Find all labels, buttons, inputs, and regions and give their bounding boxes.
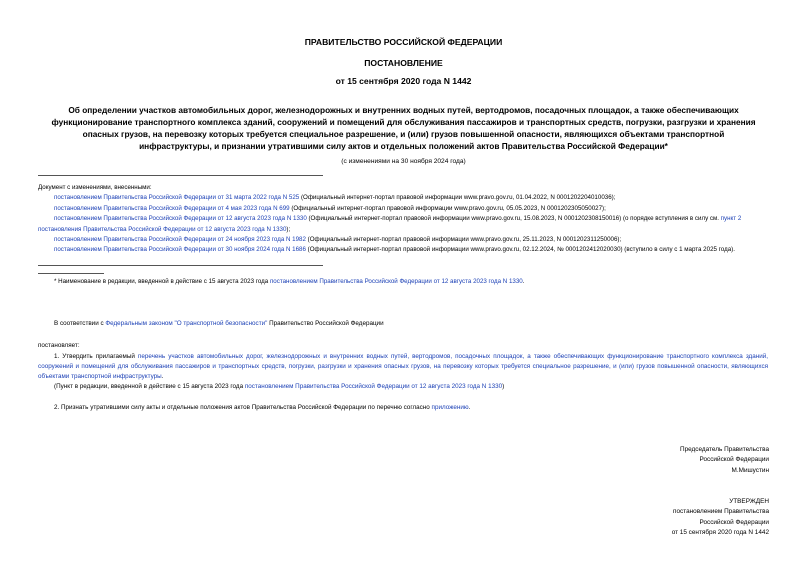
preamble-text: В соответствии с [54, 320, 106, 327]
document-title: Об определении участков автомобильных дорог, железнодорожных и внутренних водных путей, вертодромов, посадочных площадок, а также обеспечивающих функционирование транспортного комплекса зданий, сооружений и помещений для обслуживания пассажиров и транспортных средств, погрузки, разгрузки и хранения опасных грузов, на перевозку которых требуется специальное разрешение, и (или) грузов повышенной опасности, являющихся объектами транспортной инфраструктуры, и признании утратившими силу актов и отдельных положений актов Правительства Российской Федерации* [51, 105, 756, 152]
amendment-link[interactable]: пункт 2 постановления Правительства Российской Федерации от 12 августа 2023 года N 1330 [38, 215, 742, 233]
footnote-rule [38, 273, 104, 274]
approval-heading: УТВЕРЖДЕН [729, 498, 769, 505]
approval-date: от 15 сентября 2020 года N 1442 [671, 528, 769, 536]
signature-position: Председатель Правительства [680, 446, 769, 453]
resolves-word: постановляет: [38, 342, 80, 349]
signature-country: Российской Федерации [699, 456, 769, 464]
point-2-text: 2. Признать утратившими силу акты и отдельные положения актов Правительства Российской Федерации по перечню согласно [54, 404, 432, 411]
signature-block [680, 445, 769, 476]
preamble-end: Правительство Российской Федерации [267, 320, 384, 327]
amendment-item [38, 204, 766, 214]
amendment-text: ); [286, 225, 291, 233]
amendment-text: (Официальный интернет-портал правовой информации www.pravo.gov.ru, 05.05.2023, N 0001202305050027); [289, 204, 606, 212]
point-1-note [38, 383, 766, 390]
title-footnote [38, 278, 766, 285]
amendment-link[interactable]: постановлением Правительства Российской Федерации от 12 августа 2023 года N 1330 [54, 215, 307, 223]
amendment-link[interactable]: постановлением Правительства Российской Федерации от 4 мая 2023 года N 699 [54, 204, 290, 212]
document-type: ПОСТАНОВЛЕНИЕ [364, 58, 443, 68]
issuing-authority: ПРАВИТЕЛЬСТВО РОССИЙСКОЙ ФЕДЕРАЦИИ [304, 37, 503, 47]
amendment-link[interactable]: постановлением Правительства Российской Федерации от 31 марта 2022 года N 525 [54, 194, 300, 202]
amendment-text: (Официальный интернет-портал правовой информации www.pravo.gov.ru, 02.12.2024, № 0001202412020030) (вступило в силу с 1 марта 2025 года). [305, 246, 735, 254]
approval-line: постановлением Правительства [673, 508, 769, 516]
federal-law-link[interactable]: Федеральным законом "О транспортной безопасности" [105, 320, 268, 327]
point-1-end: . [161, 373, 164, 381]
point-1-note-link[interactable]: постановлением Правительства Российской Федерации от 12 августа 2023 года N 1330 [244, 383, 503, 390]
point-2-end: . [468, 404, 471, 411]
amendment-link[interactable]: постановлением Правительства Российской Федерации от 24 ноября 2023 года N 1982 [54, 236, 306, 244]
signature-name: М.Мишустин [731, 466, 769, 474]
amendment-text: (Официальный интернет-портал правовой информации www.pravo.gov.ru, 01.04.2022, N 0001202204010036); [299, 194, 616, 202]
amendment-item [38, 235, 766, 245]
amendment-text: (Официальный интернет-портал правовой информации www.pravo.gov.ru, 25.11.2023, N 0001202311250006); [305, 236, 622, 244]
amendments-intro: Документ с изменениями, внесенными: [38, 184, 152, 191]
approval-block [672, 497, 769, 538]
appendix-link[interactable]: приложению [431, 404, 469, 411]
document-date: от 15 сентября 2020 года N 1442 [335, 76, 472, 86]
preamble [38, 320, 766, 327]
amendment-text: (Официальный интернет-портал правовой информации www.pravo.gov.ru, 15.08.2023, N 0001202308150016) (о порядке вступления в силу см. [306, 215, 721, 223]
list-link[interactable]: перечень участков автомобильных дорог, железнодорожных и внутренних водных путей, вертодромов, посадочных площадок, а также обеспечивающих функционирование транспортного комплекса зданий, сооружений и помещений для обслуживания пассажиров и транспортных средств, погрузки, разгрузки и хранения опасных грузов, на перевозку которых требуется специальное разрешение, и (или) грузов повышенной опасности, являющихся объектами транспортной инфраструктуры [38, 353, 768, 381]
changes-note: (с изменениями на 30 ноября 2024 года) [341, 158, 466, 165]
amendment-item [38, 245, 766, 255]
footnote-end: . [522, 278, 525, 285]
point-1-text: 1. Утвердить прилагаемый [54, 353, 138, 360]
point-1-note-text: (Пункт в редакции, введенной в действие с 15 августа 2023 года [54, 383, 245, 390]
amendment-item [38, 193, 766, 203]
footnote-text: * Наименование в редакции, введенной в действие с 15 августа 2023 года [54, 278, 270, 285]
amendment-link[interactable]: постановлением Правительства Российской Федерации от 30 ноября 2024 года N 1686 [54, 246, 306, 254]
amendments-bottom-rule [38, 265, 323, 266]
amendments-top-rule [38, 175, 323, 176]
footnote-link[interactable]: постановлением Правительства Российской Федерации от 12 августа 2023 года N 1330 [269, 278, 523, 285]
point-2 [38, 404, 766, 411]
point-1-note-end: ) [502, 383, 505, 390]
amendment-item [38, 214, 766, 235]
point-1 [38, 352, 768, 383]
approval-line: Российской Федерации [699, 518, 769, 526]
amendments-block [38, 183, 766, 256]
